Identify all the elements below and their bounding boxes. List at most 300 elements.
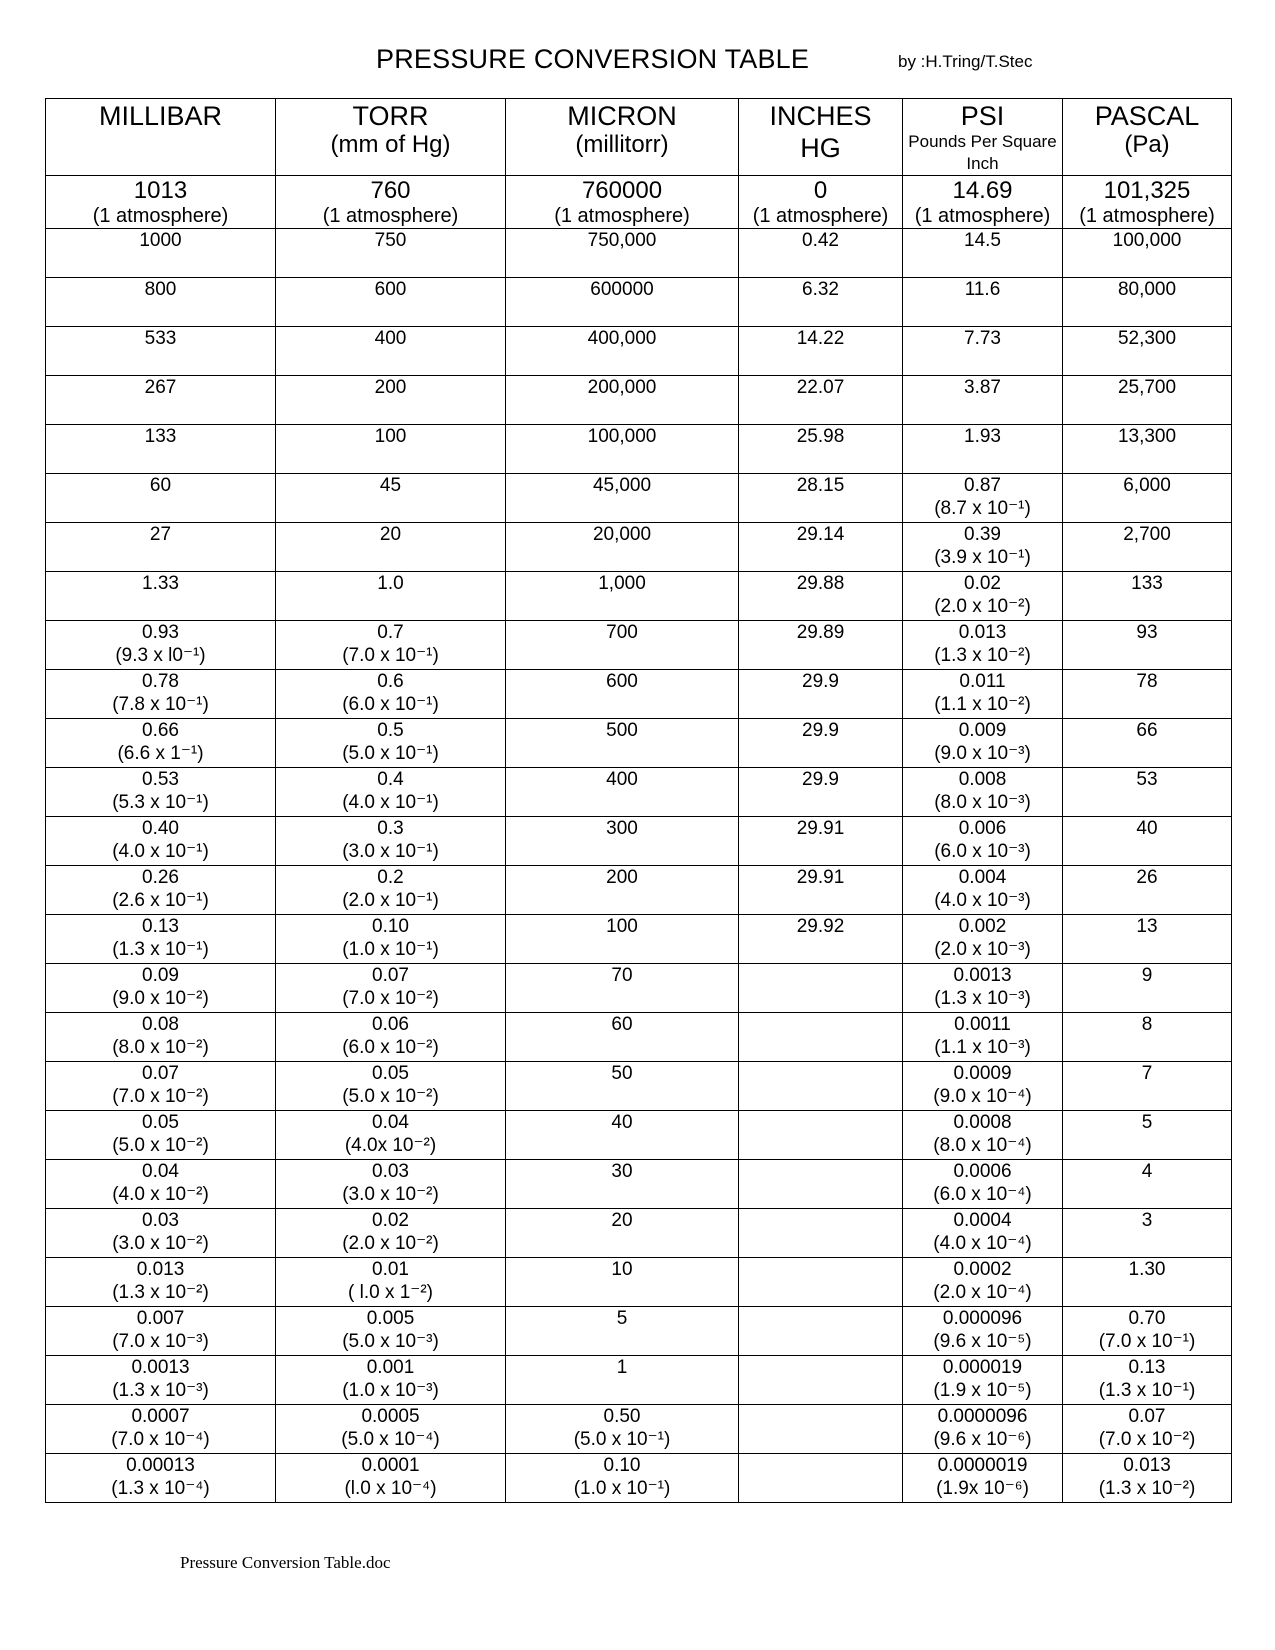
table-cell (739, 1111, 903, 1160)
table-cell (506, 572, 739, 621)
cell-value: 1000 (139, 230, 182, 251)
table-cell (739, 1405, 903, 1454)
cell-value: 0.07 (142, 1063, 179, 1084)
cell-value: 70 (611, 965, 633, 986)
table-cell (276, 1209, 506, 1258)
cell-value: 66 (1136, 720, 1158, 741)
cell-scientific: (9.3 x l0⁻¹) (115, 645, 206, 666)
cell-value: 14.22 (796, 328, 845, 349)
cell-value: 700 (606, 622, 638, 643)
table-cell (506, 964, 739, 1013)
table-cell (903, 1258, 1063, 1307)
cell-value: 8 (1141, 1014, 1153, 1035)
cell-value: 14.69 (952, 177, 1013, 204)
table-cell (506, 1405, 739, 1454)
table-cell (506, 278, 739, 327)
table-cell (276, 376, 506, 425)
table-cell (739, 1160, 903, 1209)
table-cell (506, 176, 739, 229)
table-cell (276, 1013, 506, 1062)
cell-scientific: (2.0 x 10⁻⁴) (933, 1282, 1032, 1303)
table-cell (276, 278, 506, 327)
table-cell (276, 1258, 506, 1307)
cell-value: 60 (611, 1014, 633, 1035)
cell-value: 0.013 (1123, 1455, 1171, 1476)
cell-value: 0.10 (603, 1455, 641, 1476)
table-cell (903, 719, 1063, 768)
cell-value: 0.00013 (126, 1455, 195, 1476)
table-cell (276, 719, 506, 768)
cell-value: 45,000 (592, 475, 652, 496)
cell-value: 533 (144, 328, 177, 349)
cell-value: 4 (1141, 1161, 1153, 1182)
cell-value: 29.9 (802, 720, 839, 741)
cell-value: 0.007 (136, 1308, 185, 1329)
table-row (46, 523, 1232, 572)
cell-value: 0.07 (372, 965, 409, 986)
cell-value: 0.05 (142, 1112, 179, 1133)
cell-value: 13 (1136, 916, 1158, 937)
table-cell (276, 768, 506, 817)
table-cell (46, 1356, 276, 1405)
cell-value: 100 (374, 426, 407, 447)
table-cell (506, 1160, 739, 1209)
cell-value: 800 (144, 279, 177, 300)
table-cell (739, 1209, 903, 1258)
cell-value: 0.03 (372, 1161, 409, 1182)
table-cell (46, 376, 276, 425)
table-cell (506, 425, 739, 474)
cell-value: 5 (616, 1308, 628, 1329)
cell-value: 0.4 (377, 769, 404, 790)
table-cell (739, 176, 903, 229)
table-row (46, 327, 1232, 376)
cell-value: 29.89 (796, 622, 845, 643)
table-cell (1063, 176, 1232, 229)
table-cell (506, 621, 739, 670)
cell-value: 0.66 (142, 720, 179, 741)
cell-value: 10 (611, 1259, 633, 1280)
cell-value: 9 (1141, 965, 1153, 986)
table-cell (1063, 1356, 1232, 1405)
pressure-conversion-table (45, 98, 1232, 1503)
cell-scientific: (1.9x 10⁻⁶) (936, 1478, 1029, 1499)
table-cell (46, 229, 276, 278)
cell-value: 26 (1136, 867, 1158, 888)
column-header-psi (903, 99, 1063, 176)
cell-value: 133 (1131, 573, 1163, 594)
cell-value: 25,700 (1117, 377, 1177, 398)
cell-scientific: (1.3 x 10⁻²) (1098, 1478, 1196, 1499)
cell-value: 7 (1141, 1063, 1153, 1084)
table-cell (506, 523, 739, 572)
table-cell (276, 327, 506, 376)
cell-value: 400,000 (587, 328, 657, 349)
table-cell (46, 474, 276, 523)
table-cell (46, 327, 276, 376)
table-cell (276, 1454, 506, 1503)
table-cell (46, 1111, 276, 1160)
table-cell (903, 1160, 1063, 1209)
table-row (46, 1454, 1232, 1503)
cell-value: 20,000 (592, 524, 652, 545)
table-cell (46, 1160, 276, 1209)
cell-value: 0.013 (958, 622, 1007, 643)
table-row (46, 572, 1232, 621)
table-cell (1063, 964, 1232, 1013)
table-cell (739, 425, 903, 474)
table-row (46, 376, 1232, 425)
table-row (46, 964, 1232, 1013)
table-cell (1063, 1258, 1232, 1307)
cell-scientific: (5.0 x 10⁻¹) (573, 1429, 671, 1450)
cell-value: 14.5 (964, 230, 1001, 251)
table-cell (506, 229, 739, 278)
cell-scientific: (1.0 x 10⁻¹) (573, 1478, 671, 1499)
table-cell (1063, 425, 1232, 474)
cell-scientific: (4.0 x 10⁻¹) (112, 841, 209, 862)
table-cell (506, 915, 739, 964)
cell-value: 0.7 (377, 622, 404, 643)
cell-scientific: (7.0 x 10⁻⁴) (111, 1429, 210, 1450)
cell-note: (1 atmosphere) (752, 205, 889, 227)
table-cell (903, 1062, 1063, 1111)
table-cell (46, 964, 276, 1013)
table-cell (903, 425, 1063, 474)
cell-value: 0.000096 (942, 1308, 1023, 1329)
cell-value: 0.001 (366, 1357, 415, 1378)
cell-scientific: (5.0 x 10⁻²) (112, 1135, 209, 1156)
column-header-name: INCHES (769, 101, 872, 131)
cell-value: 600 (374, 279, 407, 300)
cell-value: 0.40 (142, 818, 179, 839)
cell-value: 1,000 (598, 573, 646, 594)
table-cell (46, 425, 276, 474)
cell-scientific: (3.9 x 10⁻¹) (934, 547, 1031, 568)
table-cell (506, 1062, 739, 1111)
cell-value: 101,325 (1103, 177, 1191, 204)
cell-value: 600 (606, 671, 638, 692)
table-cell (739, 817, 903, 866)
column-header-unit: HG (800, 133, 841, 163)
cell-scientific: (7.0 x 10⁻²) (1098, 1429, 1196, 1450)
cell-value: 0.006 (958, 818, 1007, 839)
table-cell (1063, 327, 1232, 376)
cell-scientific: (1.0 x 10⁻³) (342, 1380, 439, 1401)
table-cell (506, 1111, 739, 1160)
cell-scientific: (8.0 x 10⁻³) (934, 792, 1031, 813)
cell-value: 0.13 (142, 916, 179, 937)
cell-value: 0.93 (142, 622, 179, 643)
table-cell (739, 278, 903, 327)
column-header-name: TORR (352, 101, 429, 131)
cell-value: 1.33 (142, 573, 179, 594)
table-cell (903, 1111, 1063, 1160)
column-header-unit: Pounds Per Square Inch (908, 132, 1057, 173)
table-cell (1063, 572, 1232, 621)
column-header-unit: (millitorr) (575, 131, 669, 158)
document-filename: Pressure Conversion Table.doc (180, 1553, 391, 1572)
column-header-micron (506, 99, 739, 176)
column-header-name: MILLIBAR (98, 101, 223, 131)
cell-scientific: (9.0 x 10⁻⁴) (933, 1086, 1032, 1107)
cell-scientific: (8.7 x 10⁻¹) (934, 498, 1031, 519)
table-cell (903, 866, 1063, 915)
cell-value: 0.0006 (953, 1161, 1012, 1182)
cell-value: 0.06 (372, 1014, 409, 1035)
cell-note: (1 atmosphere) (914, 205, 1051, 227)
table-cell (276, 621, 506, 670)
cell-scientific: (5.0 x 10⁻¹) (342, 743, 439, 764)
cell-scientific: (9.6 x 10⁻⁵) (933, 1331, 1032, 1352)
table-cell (506, 719, 739, 768)
cell-value: 0 (813, 177, 828, 204)
cell-value: 13,300 (1117, 426, 1177, 447)
table-cell (276, 1062, 506, 1111)
cell-value: 0.07 (1128, 1406, 1166, 1427)
cell-value: 0.013 (136, 1259, 185, 1280)
cell-value: 267 (144, 377, 177, 398)
cell-value: 29.91 (796, 867, 845, 888)
cell-value: 0.26 (142, 867, 179, 888)
table-cell (46, 768, 276, 817)
table-row (46, 1013, 1232, 1062)
cell-value: 0.04 (372, 1112, 409, 1133)
table-cell (903, 1307, 1063, 1356)
cell-note: (1 atmosphere) (1079, 205, 1215, 227)
table-row (46, 1307, 1232, 1356)
cell-scientific: (1.1 x 10⁻²) (934, 694, 1031, 715)
table-cell (46, 719, 276, 768)
cell-value: 133 (144, 426, 177, 447)
table-cell (276, 572, 506, 621)
table-cell (276, 915, 506, 964)
cell-scientific: (5.0 x 10⁻⁴) (341, 1429, 440, 1450)
cell-scientific: (7.0 x 10⁻¹) (342, 645, 439, 666)
table-cell (1063, 1209, 1232, 1258)
cell-value: 0.0009 (953, 1063, 1012, 1084)
table-cell (46, 1307, 276, 1356)
table-cell (506, 1356, 739, 1405)
cell-value: 600000 (590, 279, 654, 300)
table-cell (46, 1062, 276, 1111)
table-cell (739, 327, 903, 376)
cell-value: 2,700 (1123, 524, 1171, 545)
cell-scientific: (8.0 x 10⁻⁴) (933, 1135, 1032, 1156)
table-row (46, 670, 1232, 719)
cell-value: 60 (149, 475, 172, 496)
cell-value: 0.87 (964, 475, 1001, 496)
cell-value: 400 (374, 328, 407, 349)
table-cell (1063, 1307, 1232, 1356)
cell-value: 80,000 (1117, 279, 1177, 300)
table-cell (1063, 768, 1232, 817)
table-row (46, 866, 1232, 915)
cell-value: 29.91 (796, 818, 845, 839)
table-cell (46, 621, 276, 670)
table-cell (276, 229, 506, 278)
cell-value: 11.6 (964, 279, 1001, 300)
cell-value: 1 (616, 1357, 628, 1378)
cell-value: 0.0008 (953, 1112, 1012, 1133)
cell-scientific: (2.6 x 10⁻¹) (112, 890, 209, 911)
cell-value: 0.09 (142, 965, 179, 986)
table-cell (739, 474, 903, 523)
table-cell (1063, 1062, 1232, 1111)
column-header-name: PASCAL (1094, 101, 1200, 131)
table-cell (903, 1013, 1063, 1062)
cell-scientific: (1.3 x 10⁻³) (934, 988, 1031, 1009)
table-cell (506, 768, 739, 817)
table-cell (506, 1454, 739, 1503)
cell-value: 1013 (133, 177, 188, 204)
table-cell (276, 1111, 506, 1160)
table-cell (46, 278, 276, 327)
cell-value: 1.93 (964, 426, 1001, 447)
table-cell (1063, 278, 1232, 327)
cell-scientific: (5.3 x 10⁻¹) (112, 792, 209, 813)
cell-value: 0.0013 (131, 1357, 190, 1378)
cell-value: 50 (611, 1063, 633, 1084)
cell-value: 3 (1141, 1210, 1153, 1231)
cell-value: 300 (606, 818, 638, 839)
table-cell (276, 523, 506, 572)
cell-value: 22.07 (796, 377, 845, 398)
table-cell (506, 376, 739, 425)
column-header-name: MICRON (567, 101, 677, 131)
table-cell (1063, 670, 1232, 719)
table-row (46, 1062, 1232, 1111)
cell-value: 0.53 (142, 769, 179, 790)
table-cell (903, 572, 1063, 621)
cell-value: 0.000019 (942, 1357, 1023, 1378)
table-row (46, 278, 1232, 327)
table-cell (506, 817, 739, 866)
cell-scientific: (2.0 x 10⁻²) (934, 596, 1031, 617)
cell-value: 0.70 (1128, 1308, 1166, 1329)
table-cell (739, 1062, 903, 1111)
table-cell (903, 670, 1063, 719)
cell-scientific: (3.0 x 10⁻²) (112, 1233, 209, 1254)
cell-scientific: (4.0 x 10⁻²) (112, 1184, 209, 1205)
cell-value: 0.13 (1128, 1357, 1166, 1378)
table-cell (276, 866, 506, 915)
table-cell (903, 327, 1063, 376)
cell-value: 6.32 (802, 279, 839, 300)
cell-value: 100,000 (587, 426, 657, 447)
table-cell (506, 1013, 739, 1062)
table-cell (903, 1405, 1063, 1454)
cell-value: 0.004 (958, 867, 1007, 888)
table-cell (739, 768, 903, 817)
table-cell (46, 1258, 276, 1307)
cell-value: 0.0007 (131, 1406, 190, 1427)
table-row (46, 621, 1232, 670)
table-row (46, 817, 1232, 866)
cell-value: 0.0011 (954, 1014, 1011, 1035)
table-cell (1063, 229, 1232, 278)
table-row (46, 915, 1232, 964)
cell-value: 29.14 (796, 524, 845, 545)
table-cell (903, 376, 1063, 425)
table-row (46, 474, 1232, 523)
table-cell (506, 474, 739, 523)
cell-scientific: (9.0 x 10⁻²) (112, 988, 209, 1009)
column-header-torr (276, 99, 506, 176)
page-title: PRESSURE CONVERSION TABLE (376, 44, 810, 74)
table-cell (739, 915, 903, 964)
table-row (46, 1258, 1232, 1307)
cell-value: 45 (379, 475, 402, 496)
table-cell (739, 1356, 903, 1405)
table-cell (903, 768, 1063, 817)
table-cell (903, 1209, 1063, 1258)
table-cell (46, 670, 276, 719)
cell-value: 40 (611, 1112, 633, 1133)
cell-scientific: (2.0 x 10⁻³) (934, 939, 1031, 960)
cell-value: 7.73 (964, 328, 1001, 349)
table-cell (1063, 1454, 1232, 1503)
table-cell (276, 1160, 506, 1209)
cell-value: 20 (379, 524, 402, 545)
cell-value: 1.30 (1128, 1259, 1166, 1280)
table-cell (276, 1307, 506, 1356)
table-cell (506, 1307, 739, 1356)
cell-value: 0.002 (958, 916, 1007, 937)
table-cell (1063, 866, 1232, 915)
cell-scientific: (7.0 x 10⁻²) (342, 988, 439, 1009)
cell-scientific: (2.0 x 10⁻²) (342, 1233, 439, 1254)
cell-value: 0.03 (142, 1210, 179, 1231)
table-cell (46, 523, 276, 572)
cell-value: 750,000 (587, 230, 657, 251)
cell-scientific: (1.9 x 10⁻⁵) (933, 1380, 1032, 1401)
table-cell (903, 1356, 1063, 1405)
cell-value: 0.08 (142, 1014, 179, 1035)
cell-scientific: (5.0 x 10⁻³) (342, 1331, 439, 1352)
table-row (46, 768, 1232, 817)
table-cell (276, 1356, 506, 1405)
table-cell (276, 817, 506, 866)
cell-value: 0.0004 (953, 1210, 1012, 1231)
table-row (46, 1209, 1232, 1258)
table-row (46, 1356, 1232, 1405)
cell-value: 29.9 (802, 769, 839, 790)
table-cell (1063, 1160, 1232, 1209)
cell-scientific: (5.0 x 10⁻²) (342, 1086, 439, 1107)
cell-value: 29.88 (796, 573, 845, 594)
cell-scientific: (3.0 x 10⁻²) (342, 1184, 439, 1205)
table-cell (739, 1454, 903, 1503)
header-row (46, 99, 1232, 176)
table-cell (276, 474, 506, 523)
cell-scientific: (4.0 x 10⁻¹) (342, 792, 439, 813)
cell-value: 0.78 (142, 671, 179, 692)
table-cell (1063, 523, 1232, 572)
table-cell (739, 719, 903, 768)
cell-value: 200 (374, 377, 407, 398)
cell-scientific: (4.0 x 10⁻³) (934, 890, 1031, 911)
cell-value: 0.0000096 (937, 1406, 1028, 1427)
cell-value: 760000 (581, 177, 663, 204)
cell-scientific: (2.0 x 10⁻¹) (342, 890, 439, 911)
table-cell (903, 915, 1063, 964)
cell-value: 20 (611, 1210, 633, 1231)
cell-scientific: ( l.0 x 1⁻²) (348, 1282, 433, 1303)
cell-value: 100 (606, 916, 638, 937)
table-cell (1063, 1405, 1232, 1454)
cell-note: (1 atmosphere) (554, 205, 690, 227)
